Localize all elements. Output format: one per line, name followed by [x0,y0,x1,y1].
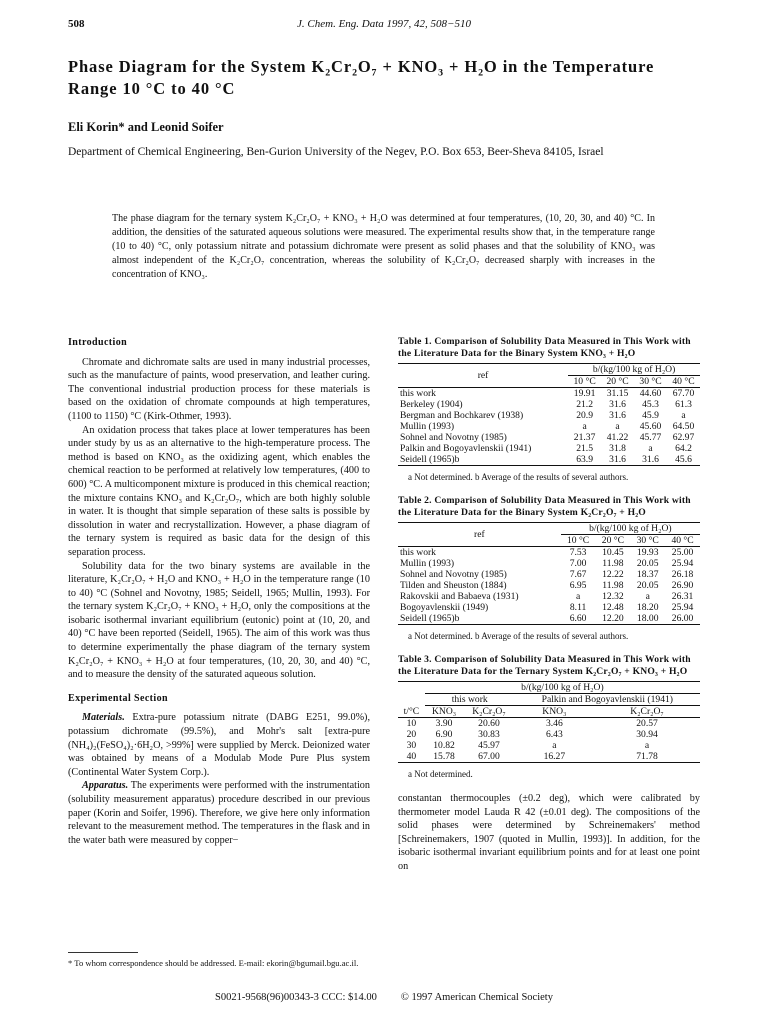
intro-paragraph: Solubility data for the two binary systems are available in the literature, K₂Cr₂O₇ + H₂O and KNO₃ + H₂O in the temperature range (10 to 40) °C (Sohnel and Novotny, 1985; Seidell, 1965; Mullin, 1993). For the ternary system K₂Cr₂O₇ + KNO₃ + H₂O, only the compositions at the isobaric isothermal invariant equilibrium (eutonic) point at (10, 20, and 40) °C have been reported (Seidell, 1965). The aim of this work was thus to determine experimentally the phase diagram of the ternary system K₂Cr₂O₇ + KNO₃ + H₂O at four temperatures, (10, 20, 30, and 40) °C, and to measure the density of the saturated aqueous solution. [68,560,370,681]
table2-ref-cell: Bogoyavlenskii (1949) [400,602,489,613]
table2-value-cell: 25.00 [671,547,694,558]
table1 [398,363,700,466]
table1-value-cell: 44.60 [639,388,662,399]
materials-label: Materials. [82,712,125,724]
table2-row [398,547,700,559]
table1-temp-header: 30 °C [639,376,662,387]
table3-row [398,740,700,751]
table3-value-cell: 30.94 [636,729,658,740]
table3-value-cell: 30.83 [478,729,500,740]
copyright: © 1997 American Chemical Society [400,992,553,1003]
table3-t-cell: 10 [406,718,417,729]
table2-row [398,591,700,602]
table1-temp-header: 20 °C [606,376,629,387]
table2-temp-header: 40 °C [671,535,694,546]
table1-unit-header: b/(kg/100 kg of H₂O) [568,364,700,376]
apparatus-text: The experiments were performed with the instrumentation (solubility measurement apparatus) procedure described in our previous paper (Korin and Soifer, 1996). Therefore, we give here only information relevant to the measurement method. The temperatures in the flask and in the water bath were measured by copper− [68,780,370,846]
table3-row [398,729,700,740]
table1-row [398,410,700,421]
author-list: Eli Korin* and Leonid Soifer [68,120,224,134]
table1-caption: Table 1. Comparison of Solubility Data Measured in This Work with the Literature Data for the Binary System KNO₃ + H₂O [398,336,691,359]
table1-value-cell: 62.97 [672,432,695,443]
table1-note: a Not determined. b Average of the results of several authors. [408,472,629,482]
bottom-line [0,992,768,1003]
table1-value-cell: 67.70 [672,388,695,399]
table2-value-cell: 25.94 [671,558,694,569]
table1-value-cell: 64.2 [675,443,692,454]
table3-value-cell: 6.43 [545,729,563,740]
table3-body [398,718,700,763]
table2-value-cell: 8.11 [569,602,587,613]
materials-paragraph [68,711,370,779]
table3-t-cell: 40 [406,751,417,762]
table2-value-cell: 18.20 [636,602,659,613]
intro-paragraph: Chromate and dichromate salts are used in many industrial processes, such as the manufacture of paints, wood preservation, and leather curing. The conventional industrial production process for these materials is based on the oxidation of chromate compounds at high temperatures, (1100 to 1150) °C (Kirk-Othmer, 1993). [68,356,370,422]
apparatus-label: Apparatus. [82,780,129,792]
table2-temp-header: 30 °C [636,535,659,546]
table3-value-cell: 6.90 [435,729,453,740]
table2-row [398,569,700,580]
table3-t-cell: 30 [406,740,417,751]
right-column [398,336,700,874]
table2-row [398,602,700,613]
table2-value-cell: 26.18 [671,569,694,580]
table3-group-palkin: Palkin and Bogoyavlenskii (1941) [515,694,700,706]
table2-ref-cell: this work [400,547,436,558]
table2-value-cell: 12.32 [602,591,624,602]
table1-value-cell: 45.6 [675,454,692,465]
table1-value-cell: 21.37 [573,432,596,443]
table2-value-cell: 7.67 [569,569,587,580]
table1-row [398,454,700,466]
table2-value-cell: 10.45 [602,547,624,558]
table1-value-cell: 21.2 [576,399,593,410]
table2-value-cell: a [575,591,581,602]
table1-temp-header: 10 °C [573,376,596,387]
table2-value-cell: 26.00 [671,613,694,624]
table1-ref-cell: Palkin and Bogoyavlenskii (1941) [400,443,532,454]
table3-unit-header: b/(kg/100 kg of H₂O) [425,682,700,694]
table3-t-cell: 20 [406,729,417,740]
table2-value-cell: 18.00 [636,613,659,624]
table1-ref-header: ref [477,370,489,381]
author-affiliation: Department of Chemical Engineering, Ben-Gurion University of the Negev, P.O. Box 653, Beer-Sheva 84105, Israel [68,146,604,158]
introduction-heading: Introduction [68,337,128,348]
table2-value-cell: 20.05 [636,580,659,591]
doc-code: S0021-9568(96)00343-3 CCC: $14.00 [215,992,377,1003]
table1-row [398,443,700,454]
table1-value-cell: 31.15 [606,388,629,399]
table2-ref-cell: Tilden and Sheuston (1884) [400,580,507,591]
table3-row [398,751,700,763]
table1-value-cell: 31.6 [609,454,626,465]
table1-value-cell: 20.9 [576,410,593,421]
table3-value-cell: 45.97 [478,740,500,751]
table2-ref-cell: Seidell (1965)b [400,613,460,624]
table3-value-cell: 15.78 [433,751,455,762]
left-column [68,336,370,847]
journal-citation: J. Chem. Eng. Data 1997, 42, 508−510 [297,18,471,30]
table2-value-cell: 26.31 [671,591,694,602]
table3-value-cell: 3.46 [545,718,563,729]
table1-value-cell: 31.6 [642,454,659,465]
table1-value-cell: 61.3 [675,399,692,410]
continuation-paragraph: constantan thermocouples (±0.2 deg), which were calibrated by thermometer model Lauda R 42 (±0.01 deg). The compositions of the solid phases were determined by Schreinemakers' method [Schreinemakers, 1907 (quoted in Mullin, 1993)]. In addition, for the isobaric isothermal invariant equilibrium points and for at least one point on [398,793,700,872]
table3-kno3-header: KNO₃ [542,706,567,717]
table1-value-cell: 63.9 [576,454,593,465]
table2-value-cell: 25.94 [671,602,694,613]
table2-row [398,580,700,591]
table1-value-cell: a [648,443,653,454]
table3-t-header: t/°C [403,705,420,717]
table1-value-cell: 41.22 [606,432,629,443]
table1-value-cell: 31.6 [609,410,626,421]
table2-body [398,547,700,625]
table3 [398,681,700,763]
experimental-heading: Experimental Section [68,692,168,704]
table1-temp-header: 40 °C [672,376,695,387]
table2 [398,522,700,625]
table3-caption: Table 3. Comparison of Solubility Data Measured in This Work with the Literature Data for the Ternary System K₂Cr₂O₇ + KNO₃ + H₂O [398,654,691,677]
table1-value-cell: 64.50 [672,421,695,432]
table1-ref-cell: Seidell (1965)b [400,454,460,465]
table1-ref-cell: this work [400,388,436,399]
table2-value-cell: 7.00 [569,558,587,569]
materials-text: Extra-pure potassium nitrate (DABG E251, 99.0%), potassium dichromate (99.5%), and Mohr's salt [extra-pure (NH₄)₂(FeSO₄)₂·6H₂O, >99%] were supplied by Merck. Deionized water was obtained by means of a Modulab Mode Pure Plus system (Continental Water System Corp.). [68,712,370,778]
table2-ref-header: ref [474,529,485,540]
table2-value-cell: a [645,591,650,602]
table2-value-cell: 19.93 [636,547,659,558]
table2-value-cell: 26.90 [671,580,694,591]
table3-value-cell: 20.57 [636,718,658,729]
table2-value-cell: 20.05 [636,558,659,569]
table2-value-cell: 18.37 [636,569,659,580]
footnote-rule [68,952,138,953]
table1-row [398,399,700,410]
table3-group-this-work: this work [425,694,515,706]
table3-value-cell: 16.27 [543,751,566,762]
table3-value-cell: 71.78 [636,751,658,762]
intro-paragraph: An oxidation process that takes place at lower temperatures has been under study by us as an alternative to the high-temperature process. The method is based on KNO₃ as the oxidizing agent, which enables the chemical reaction to be performed at relatively low temperatures, (400 to 600) °C. A multicomponent mixture is produced in this chemical reaction; the mixture contains KNO₃ and K₂Cr₂O₇, which are both highly soluble in water. It is thought that simple separation of these salts is possible by dissolution in water and recrystallization. However, a phase diagram of the ternary system is required as basic data for the design of this separation process. [68,424,370,558]
table1-value-cell: 21.5 [576,443,593,454]
table1-ref-cell: Bergman and Bochkarev (1938) [400,410,524,421]
page-number: 508 [68,18,85,30]
table1-body [398,388,700,466]
table1-row [398,388,700,400]
table3-note: a Not determined. [408,769,473,779]
table2-value-cell: 12.20 [602,613,624,624]
table3-kcr-header: K₂Cr₂O₇ [630,706,664,717]
abstract: The phase diagram for the ternary system K₂Cr₂O₇ + KNO₃ + H₂O was determined at four temperatures, (10, 20, 30, and 40) °C. In addition, the densities of the saturated aqueous solutions were measured. The experimental results show that, in the temperature range (10 to 40) °C, only potassium nitrate and potassium dichromate were present as solid phases and that the solubility of KNO₃ was almost independent of the K₂Cr₂O₇ concentration, whereas the solubility of K₂Cr₂O₇ decreased sharply with increases in the concentration of KNO₃. [112,213,655,280]
table2-ref-cell: Rakovskii and Babaeva (1931) [400,591,519,602]
table3-value-cell: 20.60 [478,718,500,729]
table3-value-cell: 10.82 [433,740,455,751]
table2-caption: Table 2. Comparison of Solubility Data Measured in This Work with the Literature Data for the Binary System K₂Cr₂O₇ + H₂O [398,495,691,518]
table1-value-cell: 19.91 [573,388,596,399]
table2-ref-cell: Sohnel and Novotny (1985) [400,569,507,580]
table1-row [398,421,700,432]
table2-row [398,613,700,625]
table1-value-cell: a [681,410,686,421]
table1-value-cell: 31.6 [609,399,626,410]
table2-ref-cell: Mullin (1993) [400,558,455,569]
apparatus-paragraph [68,779,370,847]
table2-temp-header: 20 °C [601,535,625,546]
table1-value-cell: a [615,421,620,432]
table1-ref-cell: Mullin (1993) [400,421,455,432]
article-title: Phase Diagram for the System K₂Cr₂O₇ + KNO₃ + H₂O in the Temperature Range 10 °C to 40 °C [68,57,655,98]
table2-note: a Not determined. b Average of the results of several authors. [408,631,629,641]
table2-value-cell: 11.98 [602,580,624,591]
correspondence-footnote: * To whom correspondence should be addressed. E-mail: ekorin@bgumail.bgu.ac.il. [68,958,359,968]
table2-value-cell: 12.48 [602,602,624,613]
table3-value-cell: 3.90 [435,718,453,729]
table2-temp-header: 10 °C [566,535,590,546]
table2-row [398,558,700,569]
table1-ref-cell: Sohnel and Novotny (1985) [400,432,507,443]
table2-value-cell: 12.22 [602,569,624,580]
table1-value-cell: 45.77 [639,432,662,443]
table1-row [398,432,700,443]
table2-value-cell: 11.98 [602,558,624,569]
table2-value-cell: 6.95 [569,580,587,591]
table2-value-cell: 6.60 [569,613,587,624]
table1-value-cell: 31.8 [609,443,626,454]
table1-value-cell: 45.60 [639,421,662,432]
table3-value-cell: 67.00 [478,751,500,762]
table3-row [398,718,700,730]
table1-value-cell: 45.3 [642,399,659,410]
table1-ref-cell: Berkeley (1904) [400,399,463,410]
table1-value-cell: a [582,421,587,432]
table2-value-cell: 7.53 [569,547,587,558]
table3-value-cell: a [644,740,650,751]
table3-kno3-header: KNO₃ [431,706,457,717]
table3-value-cell: a [552,740,557,751]
table3-kcr-header: K₂Cr₂O₇ [472,706,506,717]
table1-value-cell: 45.9 [642,410,659,421]
table2-unit-header: b/(kg/100 kg of H₂O) [561,523,700,535]
